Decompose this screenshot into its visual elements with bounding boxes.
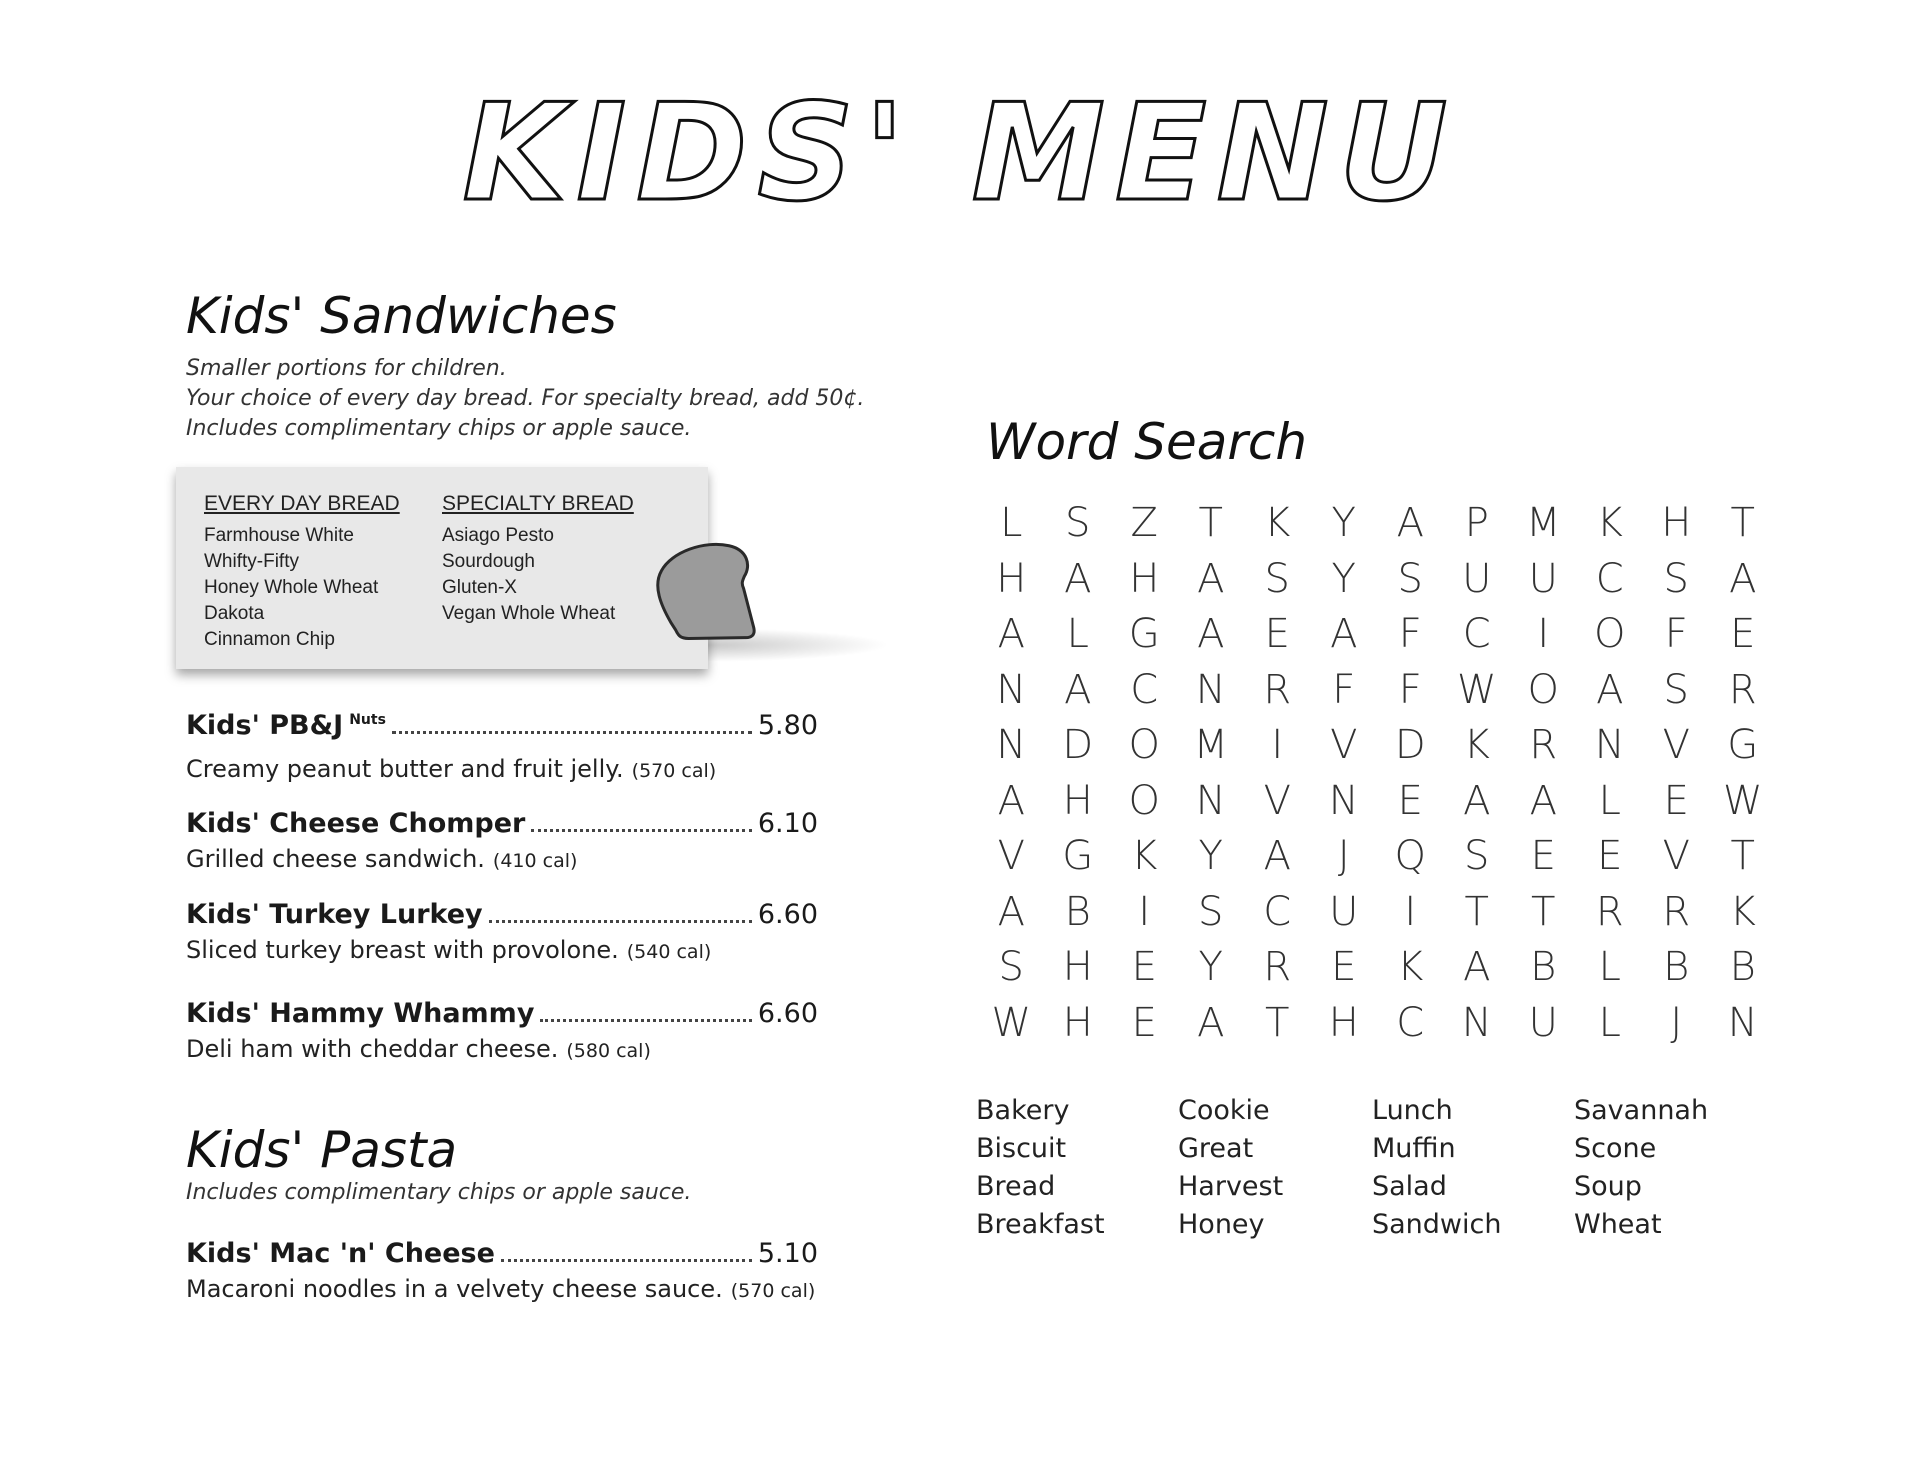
bread-item: Dakota bbox=[204, 603, 265, 624]
grid-letter[interactable]: H bbox=[1328, 999, 1359, 1046]
grid-letter[interactable]: S bbox=[1065, 500, 1091, 546]
specialty-bread-column bbox=[442, 489, 634, 627]
grid-letter[interactable]: A bbox=[1596, 666, 1624, 713]
grid-letter[interactable]: Y bbox=[1331, 555, 1356, 602]
item-price: 5.10 bbox=[757, 1238, 818, 1269]
grid-letter[interactable]: F bbox=[1398, 666, 1422, 713]
grid-letter[interactable]: I bbox=[1404, 888, 1417, 935]
intro-line: Your choice of every day bread. For specialty bread, add 50¢. bbox=[186, 386, 865, 411]
item-description bbox=[186, 842, 818, 878]
word-list-item: Wheat bbox=[1574, 1209, 1662, 1240]
grid-letter[interactable]: C bbox=[1130, 666, 1159, 713]
grid-letter[interactable]: I bbox=[1138, 888, 1151, 935]
grid-letter[interactable]: A bbox=[1064, 555, 1092, 602]
grid-letter[interactable]: G bbox=[1062, 833, 1094, 879]
grid-letter[interactable]: V bbox=[997, 833, 1025, 879]
grid-letter[interactable]: K bbox=[1729, 888, 1756, 935]
grid-letter[interactable]: R bbox=[1595, 888, 1624, 935]
grid-letter[interactable]: W bbox=[991, 999, 1032, 1046]
word-list-item: Savannah bbox=[1574, 1095, 1709, 1126]
grid-letter[interactable]: S bbox=[1464, 833, 1490, 879]
grid-letter[interactable]: B bbox=[1729, 944, 1756, 990]
item-price: 6.60 bbox=[757, 899, 818, 930]
grid-letter[interactable]: S bbox=[998, 944, 1024, 990]
dot-leader bbox=[489, 920, 752, 923]
grid-letter[interactable]: A bbox=[1197, 611, 1225, 657]
grid-letter[interactable]: E bbox=[1597, 833, 1623, 879]
menu-item bbox=[186, 708, 818, 788]
bread-item: Farmhouse White bbox=[204, 525, 354, 546]
grid-letter[interactable]: L bbox=[1066, 611, 1089, 657]
grid-letter[interactable]: A bbox=[1330, 611, 1358, 657]
grid-letter[interactable]: F bbox=[1332, 666, 1356, 713]
bread-item: Honey Whole Wheat bbox=[204, 577, 379, 598]
grid-letter[interactable]: A bbox=[997, 777, 1025, 824]
grid-letter[interactable]: C bbox=[1263, 888, 1292, 935]
sandwiches-heading: Kids' Sandwiches bbox=[186, 287, 617, 345]
grid-letter[interactable]: T bbox=[1198, 500, 1223, 546]
grid-letter[interactable]: E bbox=[1730, 611, 1756, 657]
grid-letter[interactable]: S bbox=[1198, 888, 1224, 935]
item-calories: (410 cal) bbox=[492, 850, 578, 872]
bread-item: Gluten-X bbox=[442, 577, 517, 598]
item-name: Kids' PB&J bbox=[186, 710, 344, 741]
word-list-item: Great bbox=[1178, 1133, 1254, 1164]
item-calories: (570 cal) bbox=[730, 1280, 816, 1302]
every-day-bread-column bbox=[204, 489, 400, 653]
grid-letter[interactable]: U bbox=[1528, 999, 1558, 1046]
word-list-item: Sandwich bbox=[1372, 1209, 1502, 1240]
item-calories: (570 cal) bbox=[631, 760, 717, 782]
grid-letter[interactable]: C bbox=[1462, 611, 1491, 657]
grid-letter[interactable]: E bbox=[1131, 999, 1157, 1046]
word-list-item: Harvest bbox=[1178, 1171, 1284, 1202]
grid-letter[interactable]: I bbox=[1271, 722, 1284, 768]
grid-letter[interactable]: M bbox=[1193, 722, 1228, 768]
word-list-item: Bread bbox=[976, 1171, 1056, 1202]
grid-letter[interactable]: S bbox=[1397, 555, 1423, 602]
grid-letter[interactable]: E bbox=[1331, 944, 1357, 990]
every-day-bread-heading: EVERY DAY BREAD bbox=[204, 492, 400, 515]
grid-letter[interactable]: R bbox=[1263, 944, 1292, 990]
grid-letter[interactable]: L bbox=[1598, 999, 1621, 1046]
grid-letter[interactable]: B bbox=[1064, 888, 1091, 935]
grid-letter[interactable]: O bbox=[1128, 722, 1160, 768]
grid-letter[interactable]: A bbox=[1463, 944, 1491, 990]
grid-letter[interactable]: T bbox=[1730, 833, 1755, 879]
grid-letter[interactable]: A bbox=[1263, 833, 1291, 879]
item-name: Kids' Cheese Chomper bbox=[186, 808, 526, 839]
grid-letter[interactable]: J bbox=[1337, 833, 1350, 879]
grid-letter[interactable]: G bbox=[1727, 722, 1759, 768]
grid-letter[interactable]: I bbox=[1537, 611, 1550, 657]
item-calories: (540 cal) bbox=[626, 941, 712, 963]
grid-letter[interactable]: H bbox=[1062, 777, 1093, 824]
grid-letter[interactable]: P bbox=[1464, 500, 1489, 546]
word-search-heading: Word Search bbox=[986, 413, 1308, 471]
grid-letter[interactable]: L bbox=[1598, 944, 1621, 990]
grid-letter[interactable]: O bbox=[1527, 666, 1559, 713]
grid-letter[interactable]: N bbox=[1195, 777, 1226, 824]
word-list-item: Scone bbox=[1574, 1133, 1657, 1164]
intro-line: Smaller portions for children. bbox=[186, 356, 507, 381]
grid-letter[interactable]: E bbox=[1530, 833, 1556, 879]
word-list-item: Honey bbox=[1178, 1209, 1265, 1240]
item-calories: (580 cal) bbox=[566, 1040, 651, 1062]
grid-letter[interactable]: N bbox=[1727, 999, 1758, 1046]
dot-leader bbox=[501, 1259, 752, 1262]
grid-letter[interactable]: N bbox=[996, 666, 1027, 713]
menu-title: KIDS' MENU bbox=[462, 75, 1458, 231]
specialty-bread-heading: SPECIALTY BREAD bbox=[442, 492, 634, 515]
grid-letter[interactable]: C bbox=[1396, 999, 1425, 1046]
grid-letter[interactable]: E bbox=[1663, 777, 1689, 824]
grid-letter[interactable]: J bbox=[1670, 999, 1683, 1046]
pasta-note: Includes complimentary chips or apple sauce. bbox=[186, 1180, 692, 1205]
grid-letter[interactable]: V bbox=[1330, 722, 1358, 768]
grid-letter[interactable]: T bbox=[1265, 999, 1290, 1046]
grid-letter[interactable]: H bbox=[1062, 944, 1093, 990]
grid-letter[interactable]: L bbox=[1000, 500, 1023, 546]
word-list-item: Bakery bbox=[976, 1095, 1070, 1126]
grid-letter[interactable]: N bbox=[1461, 999, 1492, 1046]
grid-letter[interactable]: W bbox=[1722, 777, 1763, 824]
grid-letter[interactable]: K bbox=[1131, 833, 1158, 879]
grid-letter[interactable]: K bbox=[1397, 944, 1424, 990]
grid-letter[interactable]: U bbox=[1528, 555, 1558, 602]
grid-letter[interactable]: N bbox=[996, 722, 1027, 768]
menu-item bbox=[186, 996, 818, 1068]
grid-letter[interactable]: K bbox=[1463, 722, 1490, 768]
bread-item: Vegan Whole Wheat bbox=[442, 603, 616, 624]
grid-letter[interactable]: N bbox=[1195, 666, 1226, 713]
item-description bbox=[186, 933, 818, 969]
grid-letter[interactable]: S bbox=[1264, 555, 1290, 602]
grid-letter[interactable]: M bbox=[1525, 500, 1561, 546]
grid-letter[interactable]: A bbox=[1197, 999, 1225, 1046]
grid-letter[interactable]: N bbox=[1328, 777, 1359, 824]
grid-letter[interactable]: H bbox=[1661, 500, 1692, 546]
grid-letter[interactable]: A bbox=[1529, 777, 1557, 824]
item-description bbox=[186, 752, 818, 788]
grid-letter[interactable]: N bbox=[1594, 722, 1625, 768]
item-desc-text: Creamy peanut butter and fruit jelly. bbox=[186, 755, 624, 783]
grid-letter[interactable]: B bbox=[1530, 944, 1557, 990]
bread-options-box bbox=[176, 467, 708, 669]
grid-letter[interactable]: A bbox=[997, 888, 1025, 935]
grid-letter[interactable]: S bbox=[1663, 666, 1689, 713]
bread-item: Sourdough bbox=[442, 551, 535, 572]
word-list-item: Cookie bbox=[1178, 1095, 1270, 1126]
item-desc-text: Deli ham with cheddar cheese. bbox=[186, 1035, 559, 1063]
item-description bbox=[186, 1032, 818, 1068]
grid-letter[interactable]: E bbox=[1264, 611, 1290, 657]
grid-letter[interactable]: C bbox=[1595, 555, 1624, 602]
item-price: 6.10 bbox=[757, 808, 818, 839]
grid-letter[interactable]: B bbox=[1663, 944, 1690, 990]
grid-letter[interactable]: U bbox=[1329, 888, 1359, 935]
grid-letter[interactable]: V bbox=[1263, 777, 1291, 824]
item-desc-text: Grilled cheese sandwich. bbox=[186, 845, 485, 873]
word-list-item: Biscuit bbox=[976, 1133, 1067, 1164]
grid-letter[interactable]: H bbox=[996, 555, 1027, 602]
grid-letter[interactable]: A bbox=[1396, 500, 1424, 546]
grid-letter[interactable]: K bbox=[1264, 500, 1291, 546]
item-desc-text: Sliced turkey breast with provolone. bbox=[186, 936, 619, 964]
grid-letter[interactable]: T bbox=[1464, 888, 1489, 935]
grid-letter[interactable]: H bbox=[1062, 999, 1093, 1046]
grid-letter[interactable]: A bbox=[997, 611, 1025, 657]
menu-item bbox=[186, 897, 818, 969]
word-list bbox=[976, 1092, 1736, 1244]
item-price: 6.60 bbox=[757, 998, 818, 1029]
grid-letter[interactable]: Y bbox=[1331, 500, 1356, 546]
grid-letter[interactable]: E bbox=[1131, 944, 1157, 990]
word-list-item: Lunch bbox=[1372, 1095, 1453, 1126]
grid-letter[interactable]: S bbox=[1663, 555, 1689, 602]
grid-letter[interactable]: H bbox=[1129, 555, 1160, 602]
grid-letter[interactable]: G bbox=[1128, 611, 1160, 657]
sandwiches-intro bbox=[186, 354, 864, 444]
word-list-item: Soup bbox=[1574, 1171, 1642, 1202]
pasta-heading: Kids' Pasta bbox=[186, 1121, 458, 1179]
grid-letter[interactable]: O bbox=[1594, 611, 1626, 657]
dot-leader bbox=[531, 829, 752, 832]
grid-letter[interactable]: F bbox=[1398, 611, 1422, 657]
grid-letter[interactable]: Y bbox=[1198, 944, 1223, 990]
grid-letter[interactable]: O bbox=[1128, 777, 1160, 824]
intro-line: Includes complimentary chips or apple sauce. bbox=[186, 416, 692, 441]
grid-letter[interactable]: T bbox=[1531, 888, 1556, 935]
grid-letter[interactable]: D bbox=[1394, 722, 1426, 768]
item-price: 5.80 bbox=[757, 710, 818, 741]
grid-letter[interactable]: Q bbox=[1394, 833, 1426, 879]
dot-leader bbox=[540, 1019, 751, 1022]
grid-letter[interactable]: Z bbox=[1130, 500, 1158, 546]
grid-letter[interactable]: A bbox=[1197, 555, 1225, 602]
bread-item: Cinnamon Chip bbox=[204, 629, 335, 650]
item-description bbox=[186, 1272, 818, 1308]
word-search-grid bbox=[978, 496, 1763, 1051]
dot-leader bbox=[392, 731, 752, 734]
menu-item bbox=[186, 806, 818, 878]
bread-item: Asiago Pesto bbox=[442, 525, 554, 546]
menu-item bbox=[186, 1236, 818, 1308]
grid-letter[interactable]: A bbox=[1463, 777, 1491, 824]
grid-letter[interactable]: F bbox=[1664, 611, 1688, 657]
grid-letter[interactable]: E bbox=[1397, 777, 1423, 824]
grid-letter[interactable]: R bbox=[1263, 666, 1292, 713]
item-name: Kids' Mac 'n' Cheese bbox=[186, 1238, 495, 1269]
grid-letter[interactable]: V bbox=[1662, 833, 1690, 879]
grid-letter[interactable]: W bbox=[1456, 666, 1497, 713]
grid-letter[interactable]: D bbox=[1062, 722, 1094, 768]
item-name: Kids' Turkey Lurkey bbox=[186, 899, 483, 930]
bread-item: Whifty-Fifty bbox=[204, 551, 299, 572]
grid-letter[interactable]: U bbox=[1462, 555, 1492, 602]
grid-letter[interactable]: A bbox=[1729, 555, 1757, 602]
grid-letter[interactable]: Y bbox=[1198, 833, 1223, 879]
grid-letter[interactable]: T bbox=[1730, 500, 1755, 546]
grid-letter[interactable]: R bbox=[1529, 722, 1558, 768]
grid-letter[interactable]: R bbox=[1662, 888, 1691, 935]
bread-slice-icon bbox=[654, 540, 766, 648]
word-list-item: Salad bbox=[1372, 1171, 1447, 1202]
grid-letter[interactable]: L bbox=[1598, 777, 1621, 824]
item-desc-text: Macaroni noodles in a velvety cheese sauce. bbox=[186, 1275, 723, 1303]
allergen-tag: Nuts bbox=[349, 712, 386, 728]
word-list-item: Breakfast bbox=[976, 1209, 1105, 1240]
grid-letter[interactable]: K bbox=[1596, 500, 1623, 546]
grid-letter[interactable]: R bbox=[1728, 666, 1757, 713]
grid-letter[interactable]: V bbox=[1662, 722, 1690, 768]
item-name: Kids' Hammy Whammy bbox=[186, 998, 535, 1029]
grid-letter[interactable]: A bbox=[1064, 666, 1092, 713]
word-list-item: Muffin bbox=[1372, 1133, 1456, 1164]
